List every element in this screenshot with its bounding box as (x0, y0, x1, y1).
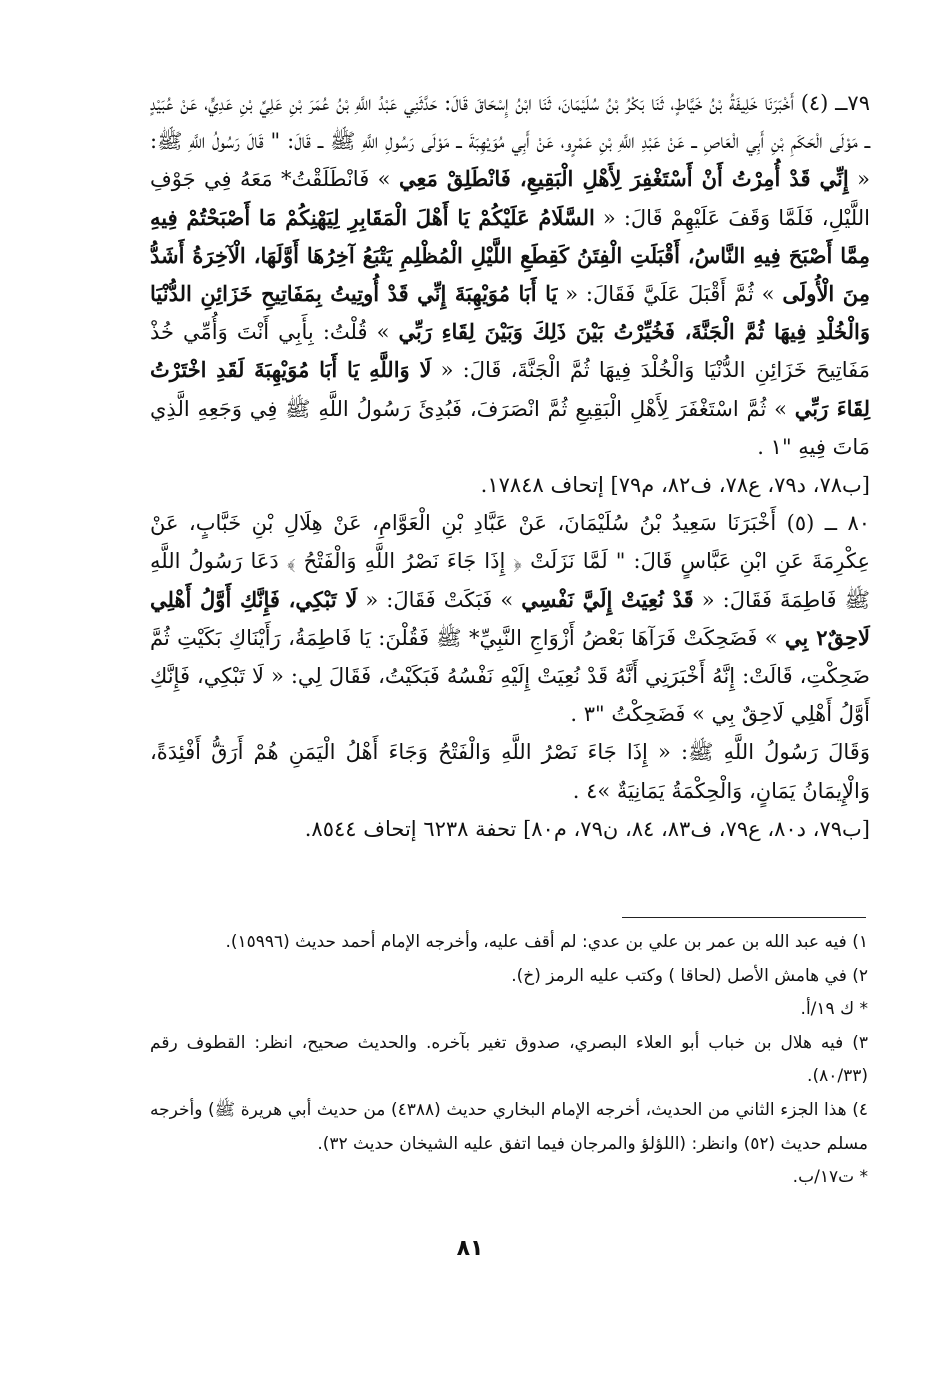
manuscript-note-2: * ت١٧/ب. (792, 1167, 868, 1188)
hadith-80-references: [ب٧٩، د٨٠، ع٧٩، ف٨٣، ٨٤، ن٧٩، م٨٠] تحفة ٦٢٣٨ إتحاف ٨٥٤٤. (304, 816, 870, 841)
footnote-4: ٤) هذا الجزء الثاني من الحديث، أخرجه الإمام البخاري حديث (٤٣٨٨) من حديث أبي هريرة ﷺ) وأخرجه مسلم حديث (٥٢) وانظر: (اللؤلؤ والمرجان فيما اتفق عليه الشيخان حديث ٣٢). (150, 1099, 868, 1154)
hadith-79 (150, 84, 870, 466)
prophet-saying-2: السَّلَامُ عَلَيْكُمْ يَا أَهْلَ الْمَقَابِرِ لِيَهْنِكُمْ مَا أَصْبَحْتُمْ فِيهِ مِمَّا أَصْبَحَ فِيهِ النَّاسُ، أَقْبَلَتِ الْفِتَنُ كَقِطَعِ اللَّيْلِ الْمُظْلِمِ يَتْبَعُ آخِرُهَا أَوَّلَهَا، الْآخِرَةُ أَشَدُّ مِنَ الْأُولَى (150, 204, 870, 307)
main-text (150, 84, 870, 848)
hadith-79-text-4: » قُلْتُ: بِأَبِي أَنْتَ وَأُمِّي خُذْ مَفَاتِيحَ خَزَائِنِ الدُّنْيَا وَالْخُلْدَ فِيهَا ثُمَّ الْجَنَّةَ، قَالَ: « (150, 320, 870, 383)
hadith-80-text-1: ٨٠ ــ (٥) أَخْبَرَنَا سَعِيدُ بْنُ سُلَيْمَانَ، عَنْ عَبَّادِ بْنِ الْعَوَّامِ، عَنْ هِلَالِ بْنِ خَبَّابٍ، عَنْ عِكْرِمَةَ عَنِ ابْنِ عَبَّاسٍ قَالَ: " لَمَّا نَزَلَتْ ﴿ إِذَا جَاءَ نَصْرُ اللَّهِ وَالْفَتْحُ ﴾ دَعَا رَسُولُ اللَّهِ ﷺ فَاطِمَةَ فَقَالَ: « (150, 511, 871, 612)
hadith-79-text-2: » فَانْطَلَقْتُ* مَعَهُ فِي جَوْفِ اللَّيْلِ، فَلَمَّا وَقَفَ عَلَيْهِمْ قَالَ: « (150, 167, 870, 230)
manuscript-note-1: * ك ١٩/أ. (800, 999, 868, 1020)
prophet-saying-3: يَا أَبَا مُوَيْهِبَةَ إِنِّي قَدْ أُوتِيتُ بِمَفَاتِيحِ خَزَائِنِ الدُّنْيَا وَالْخُلْدِ فِيهَا ثُمَّ الْجَنَّةَ، فَخُيِّرْتُ بَيْنَ ذَلِكَ وَبَيْنَ لِقَاءِ رَبِّي (150, 281, 870, 345)
hadith-79-references: [ب٧٨، د٧٩، ع٧٨، ف٨٢، م٧٩] إتحاف ١٧٨٤٨. (480, 473, 870, 498)
hadith-79-text-3: » ثُمَّ أَقْبَلَ عَلَيَّ فَقَالَ: « (557, 282, 783, 307)
page-number: ٨١ (456, 1236, 484, 1261)
prophet-saying-5: قَدْ نُعِيَتْ إِلَيَّ نَفْسِي (521, 586, 694, 612)
hadith-80-text-3: » فَضَحِكَتْ فَرَآهَا بَعْضُ أَزْوَاجِ النَّبِيِّ* ﷺ فَقُلْنَ: يَا فَاطِمَةُ، رَأَيْنَاكِ بَكَيْتِ ثُمَّ ضَحِكْتِ، قَالَتْ: إِنَّهُ أَخْبَرَنِي أَنَّهُ قَدْ نُعِيَتْ إِلَيْهِ نَفْسُهُ فَبَكَيْتُ، فَقَالَ لِي: « لَا تَبْكِي، فَإِنَّكِ أَوَّلُ أَهْلِي لَاحِقٌ بِي » فَضَحِكْتُ "٣ . (150, 625, 870, 727)
footnote-1: ١) فيه عبد الله بن عمر بن علي بن عدي: لم أقف عليه، وأخرجه الإمام أحمد حديث (١٥٩٩٦). (225, 932, 868, 952)
hadith-80-addition: وَقَالَ رَسُولُ اللَّهِ ﷺ: « إِذَا جَاءَ نَصْرُ اللَّهِ وَالْفَتْحُ وَجَاءَ أَهْلُ الْيَمَنِ هُمْ أَرَقُّ أَفْئِدَةً، وَالْإِيمَانُ يَمَانٍ، وَالْحِكْمَةُ يَمَانِيَةٌ »٤ . (150, 740, 870, 803)
hadith-80 (150, 504, 870, 733)
footnote-2: ٢) في هامش الأصل (لحاقا ) وكتب عليه الرمز (خ). (511, 965, 868, 986)
hadith-79-text-5: » ثُمَّ اسْتَغْفَرَ لِأَهْلِ الْبَقِيعِ ثُمَّ انْصَرَفَ، فَبُدِئَ رَسُولُ اللَّهِ ﷺ فِي وَجَعِهِ الَّذِي مَاتَ فِيهِ "١ . (150, 396, 870, 459)
prophet-saying-6: لَا تَبْكِي، فَإِنَّكِ أَوَّلُ أَهْلِي لَاحِقٌ٢ بِي (150, 586, 870, 650)
prophet-saying-1: إِنِّي قَدْ أُمِرْتُ أَنْ أَسْتَغْفِرَ لِأَهْلِ الْبَقِيعِ، فَانْطَلِقْ مَعِي (398, 166, 849, 192)
footnote-3: ٣) فيه هلال بن خباب أبو العلاء البصري، صدوق تغير بآخره. والحديث صحيح، انظر: القطوف رقم (٨٠/٣٣). (150, 1032, 868, 1087)
footnote-separator (622, 917, 866, 918)
hadith-80-text-2: » فَبَكَتْ فَقَالَ: « (357, 587, 522, 612)
prophet-saying-4: لَا وَاللَّهِ يَا أَبَا مُوَيْهِبَةَ لَقَدِ اخْتَرْتُ لِقَاءَ رَبِّي (150, 357, 870, 421)
footnotes (150, 926, 868, 1195)
hadith-79-text-1: ٧٩ــ (٤) أَخْبَرَنَا خَلِيفَةُ بْنُ خَيَّاطٍ، ثَنَا بَكْرُ بْنُ سُلَيْمَانَ، ثَنَا ابْنُ إِسْحَاقَ قَالَ: حَدَّثَنِي عَبْدُ اللَّهِ بْنُ عُمَرَ بْنِ عَلِيِّ بْنِ عَدِيٍّ، عَنْ عُبَيْدٍ ــ مَوْلَى الْحَكَمِ بْنِ أَبِي الْعَاصِ ــ عَنْ عَبْدِ اللَّهِ بْنِ عَمْرٍو، عَنْ أَبِي مُوَيْهِبَةَ ــ مَوْلَى رَسُولِ اللَّهِ ﷺ ــ قَالَ: " قَالَ رَسُولُ اللَّهِ ﷺ: « (150, 91, 870, 192)
